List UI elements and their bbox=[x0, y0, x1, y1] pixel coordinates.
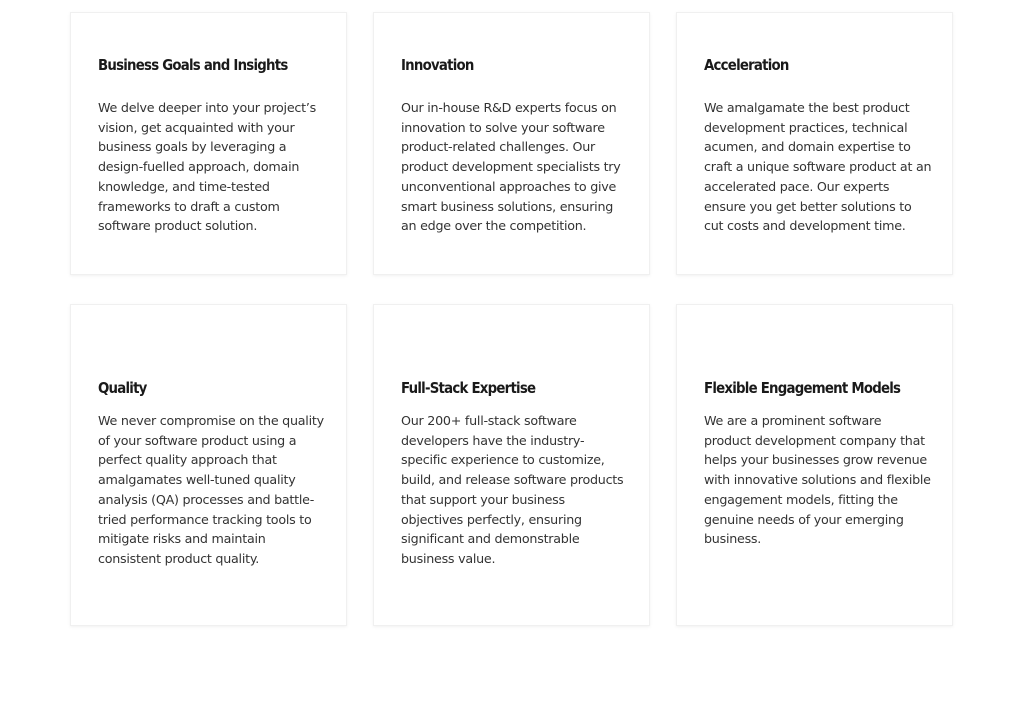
feature-card-quality bbox=[70, 304, 347, 626]
feature-card-full-stack-expertise bbox=[373, 304, 650, 626]
feature-card-title: Quality bbox=[98, 379, 147, 397]
feature-card-description: We amalgamate the best product development practices, technical acumen, and domain expertise to craft a unique software product at an accelerated pace. Our experts ensure you get better solutions to cut costs and development time. bbox=[704, 100, 932, 234]
feature-card-title: Flexible Engagement Models bbox=[704, 379, 901, 397]
feature-card-title: Innovation bbox=[401, 56, 474, 74]
feature-card-innovation bbox=[373, 12, 650, 275]
feature-card-acceleration bbox=[676, 12, 953, 275]
feature-card-title: Business Goals and Insights bbox=[98, 56, 288, 74]
feature-card-flexible-engagement-models bbox=[676, 304, 953, 626]
feature-card-description: We are a prominent software product development company that helps your businesses grow revenue with innovative solutions and flexible engagement models, fitting the genuine needs of your emerging business. bbox=[704, 413, 931, 547]
feature-card-description: Our in-house R&D experts focus on innovation to solve your software product-related challenges. Our product development specialists try unconventional approaches to give smart business solutions, ensuring an edge over the competition. bbox=[401, 100, 621, 234]
feature-card-description: We delve deeper into your project’s vision, get acquainted with your business goals by leveraging a design-fuelled approach, domain knowledge, and time-tested frameworks to draft a custom software product solution. bbox=[98, 100, 316, 234]
feature-card-title: Full-Stack Expertise bbox=[401, 379, 536, 397]
feature-card-title: Acceleration bbox=[704, 56, 789, 74]
feature-card-description: Our 200+ full-stack software developers have the industry-specific experience to customize, build, and release software products that support your business objectives perfectly, ensuring significant and demonstrable business value. bbox=[401, 413, 624, 566]
feature-card-business-goals bbox=[70, 12, 347, 275]
feature-card-description: We never compromise on the quality of your software product using a perfect quality approach that amalgamates well-tuned quality analysis (QA) processes and battle-tried performance tracking tools to mitigate risks and maintain consistent product quality. bbox=[98, 413, 324, 566]
